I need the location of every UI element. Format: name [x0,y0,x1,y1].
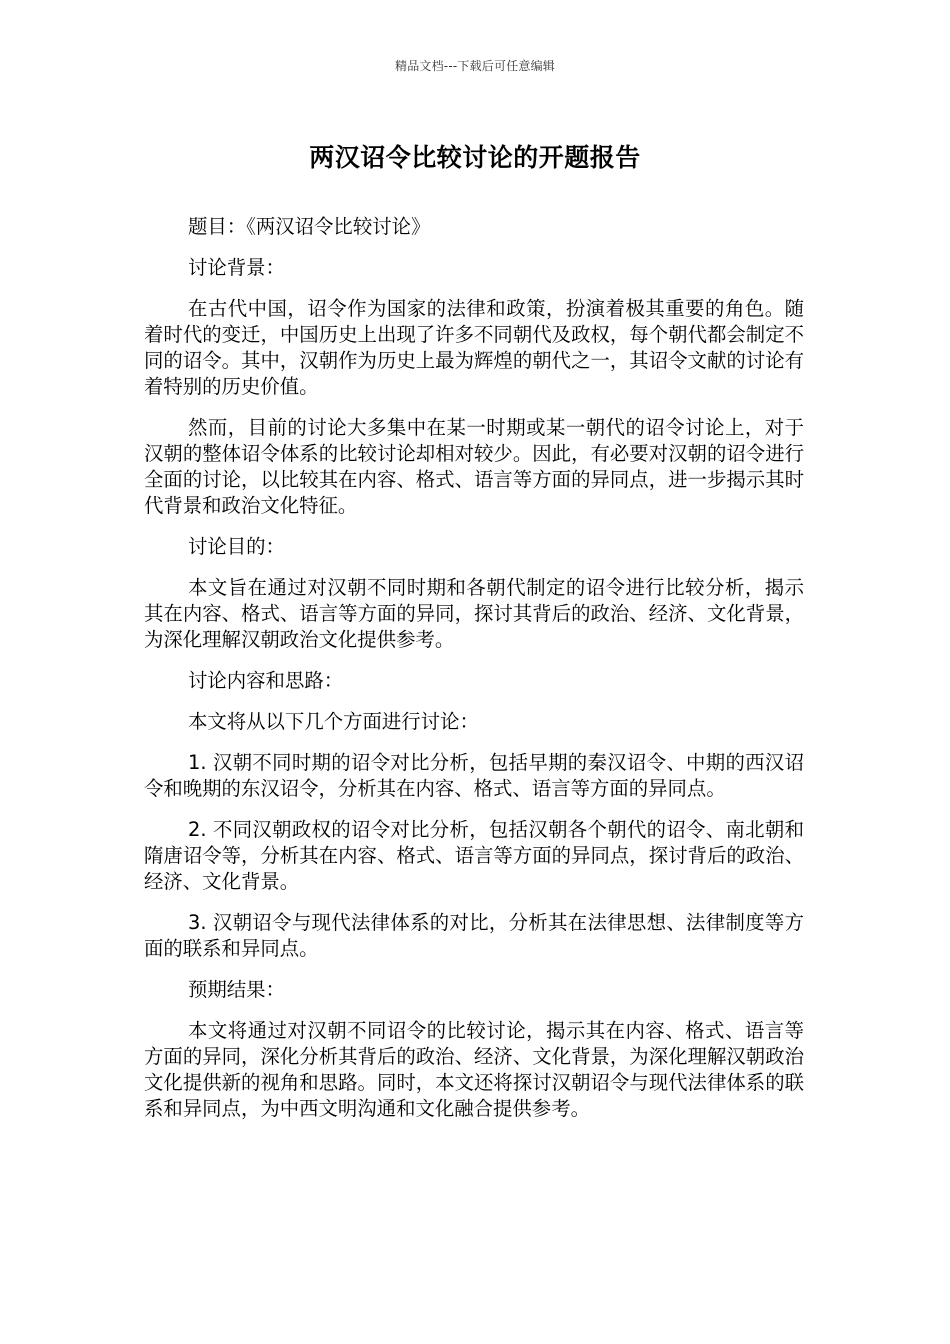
paragraph-topic: 题目：《两汉诏令比较讨论》 [188,215,431,238]
heading-background: 讨论背景： [188,256,285,279]
list-item-2: 2. 不同汉朝政权的诏令对比分析，包括汉朝各个朝代的诏令、南北朝和隋唐诏令等，分析其在内容、格式、语言等方面的异同点，探讨背后的政治、经济、文化背景。 [144,818,804,893]
heading-content: 讨论内容和思路： [188,669,344,692]
document-body [144,214,804,1137]
header-note: 精品文档---下载后可任意编辑 [395,59,555,73]
document-title: 两汉诏令比较讨论的开题报告 [309,143,641,172]
list-item-3: 3. 汉朝诏令与现代法律体系的对比，分析其在法律思想、法律制度等方面的联系和异同点。 [144,911,804,960]
paragraph-background-2: 然而，目前的讨论大多集中在某一时期或某一朝代的诏令讨论上，对于汉朝的整体诏令体系的比较讨论却相对较少。因此，有必要对汉朝的诏令进行全面的讨论，以比较其在内容、格式、语言等方面的异同点，进一步揭示其时代背景和政治文化特征。 [144,416,804,517]
list-item-1: 1. 汉朝不同时期的诏令对比分析，包括早期的秦汉诏令、中期的西汉诏令和晚期的东汉诏令，分析其在内容、格式、语言等方面的异同点。 [144,751,804,800]
paragraph-background-1: 在古代中国，诏令作为国家的法律和政策，扮演着极其重要的角色。随着时代的变迁，中国历史上出现了许多不同朝代及政权，每个朝代都会制定不同的诏令。其中，汉朝作为历史上最为辉煌的朝代之一，其诏令文献的讨论有着特别的历史价值。 [144,297,804,398]
heading-expected-results: 预期结果： [188,978,285,1001]
paragraph-content-intro: 本文将从以下几个方面进行讨论： [188,710,479,733]
heading-purpose: 讨论目的： [188,535,285,558]
paragraph-expected-results: 本文将通过对汉朝不同诏令的比较讨论，揭示其在内容、格式、语言等方面的异同，深化分析其背后的政治、经济、文化背景，为深化理解汉朝政治文化提供新的视角和思路。同时，本文还将探讨汉朝诏令与现代法律体系的联系和异同点，为中西文明沟通和文化融合提供参考。 [144,1019,804,1120]
paragraph-purpose: 本文旨在通过对汉朝不同时期和各朝代制定的诏令进行比较分析，揭示其在内容、格式、语言等方面的异同，探讨其背后的政治、经济、文化背景，为深化理解汉朝政治文化提供参考。 [144,576,804,651]
